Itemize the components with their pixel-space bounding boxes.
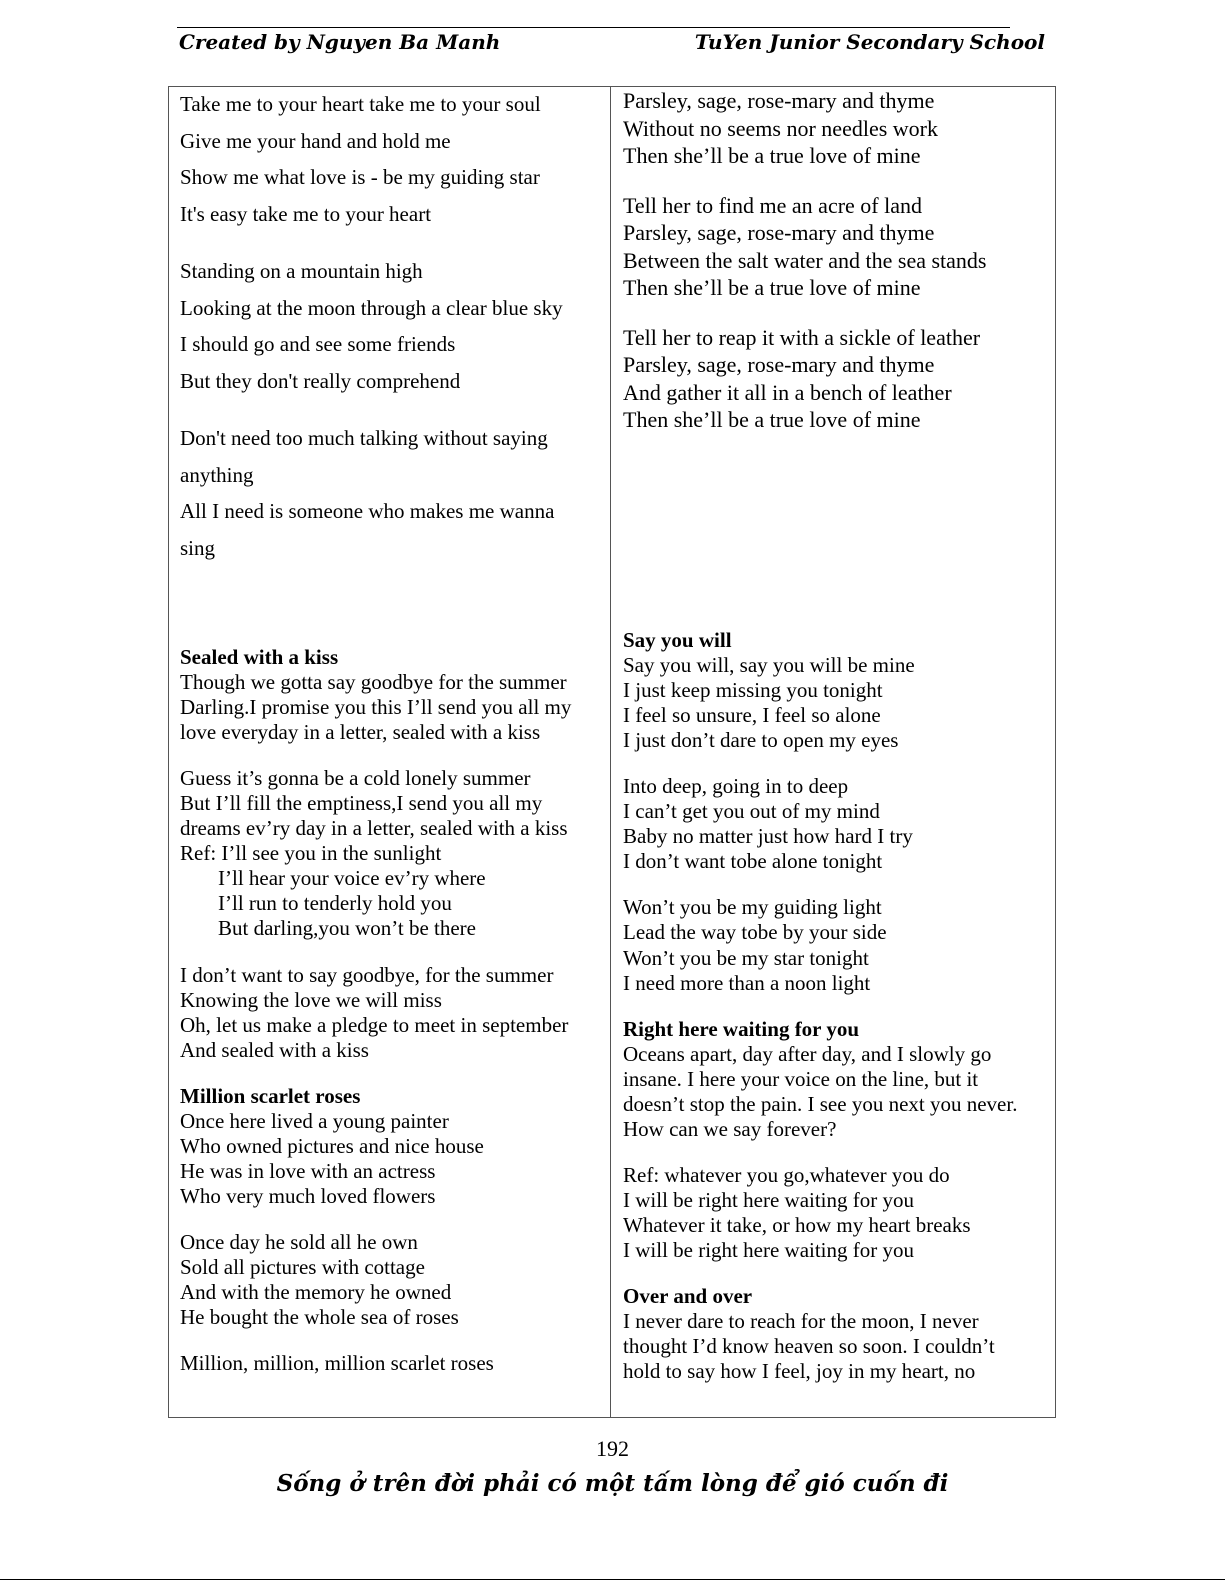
lyric-line: anything — [180, 462, 254, 487]
lyric-line: Darling.I promise you this I’ll send you all my — [180, 695, 572, 720]
lyric-line: Though we gotta say goodbye for the summer — [180, 670, 567, 695]
song-title: Over and over — [623, 1284, 753, 1309]
lyric-line: I need more than a noon light — [623, 970, 871, 995]
song-title: Million scarlet roses — [180, 1083, 361, 1108]
lyric-line: Then she’ll be a true love of mine — [623, 143, 921, 168]
lyric-line: Parsley, sage, rose-mary and thyme — [623, 220, 935, 245]
lyric-line: Million, million, million scarlet roses — [180, 1351, 494, 1376]
lyric-line: I just don’t dare to open my eyes — [623, 728, 899, 753]
lyric-line: But they don't really comprehend — [180, 368, 461, 393]
lyric-line: But I’ll fill the emptiness,I send you all my — [180, 791, 543, 816]
lyric-line: Then she’ll be a true love of mine — [623, 275, 921, 300]
lyric-line: Tell her to find me an acre of land — [623, 192, 922, 218]
lyric-line: I should go and see some friends — [180, 332, 456, 356]
lyric-line: And gather it all in a bench of leather — [623, 379, 952, 405]
lyric-line: I feel so unsure, I feel so alone — [623, 703, 881, 728]
lyric-line: He was in love with an actress — [180, 1158, 436, 1183]
lyric-line: Won’t you be my guiding light — [623, 895, 882, 920]
stanza-gap — [623, 996, 1017, 1017]
lyric-line: Show me what love is - be my guiding star — [180, 165, 540, 189]
stanza-gap — [623, 874, 1017, 895]
lyric-line: Without no seems nor needles work — [623, 115, 938, 141]
lyric-line: Sold all pictures with cottage — [180, 1254, 425, 1279]
song-title: Say you will — [623, 628, 732, 652]
stanza-gap — [180, 1209, 571, 1230]
lyric-line: Ref: whatever you go,whatever you do — [623, 1162, 950, 1187]
lyric-line: Take me to your heart take me to your soul — [180, 92, 541, 116]
lyric-line: Don't need too much talking without saying — [180, 426, 548, 450]
stanza-gap — [180, 232, 563, 253]
lyric-line: sing — [180, 535, 216, 560]
lyric-line: I never dare to reach for the moon, I never — [623, 1309, 979, 1334]
lyric-line: Say you will, say you will be mine — [623, 653, 915, 678]
lyric-line: And sealed with a kiss — [180, 1037, 369, 1062]
column-divider — [610, 86, 611, 1418]
lyric-line: love everyday in a letter, sealed with a kiss — [180, 720, 541, 745]
lyric-line: All I need is someone who makes me wanna — [180, 499, 555, 523]
lyric-line: I don’t want tobe alone tonight — [623, 849, 883, 874]
lyric-line: Tell her to reap it with a sickle of leather — [623, 324, 981, 350]
header-rule — [177, 27, 1010, 28]
stanza-gap — [180, 942, 571, 963]
lyric-line: Once day he sold all he own — [180, 1229, 418, 1254]
stanza-gap — [623, 302, 986, 324]
header-author: Created by Nguyen Ba Manh — [179, 30, 501, 54]
lyric-line: Ref: I’ll see you in the sunlight — [180, 841, 442, 866]
lyric-line: I’ll run to tenderly hold you — [218, 891, 452, 916]
lyric-line: thought I’d know heaven so soon. I couldn’t — [623, 1334, 995, 1359]
song-title: Sealed with a kiss — [180, 645, 339, 669]
lyric-line: Once here lived a young painter — [180, 1108, 449, 1133]
footer-motto: Sống ở trên đời phải có một tấm lòng để gió cuốn đi — [276, 1470, 949, 1497]
lyric-line: dreams ev’ry day in a letter, sealed with a kiss — [180, 816, 568, 841]
lyric-line: Standing on a mountain high — [180, 259, 423, 283]
left-top-lyrics — [180, 86, 563, 566]
lyric-line: Give me your hand and hold me — [180, 128, 451, 153]
lyric-line: I’ll hear your voice ev’ry where — [218, 866, 486, 891]
lyric-line: Between the salt water and the sea stands — [623, 247, 987, 273]
stanza-gap — [180, 399, 563, 420]
lyric-line: How can we say forever? — [623, 1116, 837, 1141]
stanza-gap — [180, 1063, 571, 1084]
lyric-line: doesn’t stop the pain. I see you next you never. — [623, 1091, 1018, 1116]
stanza-gap — [623, 1263, 1017, 1284]
lyric-line: I will be right here waiting for you — [623, 1237, 915, 1262]
lyric-line: I just keep missing you tonight — [623, 678, 883, 703]
lyric-line: And with the memory he owned — [180, 1280, 452, 1305]
lyric-line: hold to say how I feel, joy in my heart, no — [623, 1359, 976, 1384]
lyric-line: Knowing the love we will miss — [180, 987, 442, 1012]
stanza-gap — [623, 1142, 1017, 1163]
right-bottom-lyrics — [623, 628, 1017, 1384]
lyric-line: Parsley, sage, rose-mary and thyme — [623, 352, 935, 377]
lyric-line: Then she’ll be a true love of mine — [623, 407, 921, 432]
lyric-line: Baby no matter just how hard I try — [623, 824, 913, 849]
lyric-line: Lead the way tobe by your side — [623, 920, 887, 945]
lyric-line: insane. I here your voice on the line, but it — [623, 1066, 979, 1091]
lyric-line: It's easy take me to your heart — [180, 201, 432, 226]
lyric-line: Whatever it take, or how my heart breaks — [623, 1212, 971, 1237]
lyric-line: Who owned pictures and nice house — [180, 1133, 484, 1158]
stanza-gap — [180, 1330, 571, 1351]
header-school: TuYen Junior Secondary School — [694, 30, 1045, 54]
lyric-line: I will be right here waiting for you — [623, 1187, 915, 1212]
lyric-line: Won’t you be my star tonight — [623, 945, 869, 970]
stanza-gap — [623, 170, 986, 192]
lyric-line: Looking at the moon through a clear blue sky — [180, 295, 563, 320]
left-bottom-lyrics — [180, 645, 571, 1376]
lyric-line: Into deep, going in to deep — [623, 774, 849, 799]
stanza-gap — [180, 745, 571, 766]
right-top-lyrics — [623, 87, 986, 434]
page-number: 192 — [596, 1436, 629, 1461]
lyric-line: I can’t get you out of my mind — [623, 799, 880, 824]
lyric-line: Who very much loved flowers — [180, 1183, 436, 1208]
lyric-line: Oh, let us make a pledge to meet in september — [180, 1012, 569, 1037]
lyric-line: He bought the whole sea of roses — [180, 1305, 459, 1330]
lyric-line: Guess it’s gonna be a cold lonely summer — [180, 766, 531, 791]
lyric-line: But darling,you won’t be there — [218, 916, 476, 941]
lyric-line: I don’t want to say goodbye, for the summer — [180, 962, 554, 987]
stanza-gap — [623, 753, 1017, 774]
bottom-rule — [0, 1579, 1225, 1580]
song-title: Right here waiting for you — [623, 1016, 860, 1041]
lyric-line: Oceans apart, day after day, and I slowly go — [623, 1041, 992, 1066]
lyric-line: Parsley, sage, rose-mary and thyme — [623, 88, 935, 113]
